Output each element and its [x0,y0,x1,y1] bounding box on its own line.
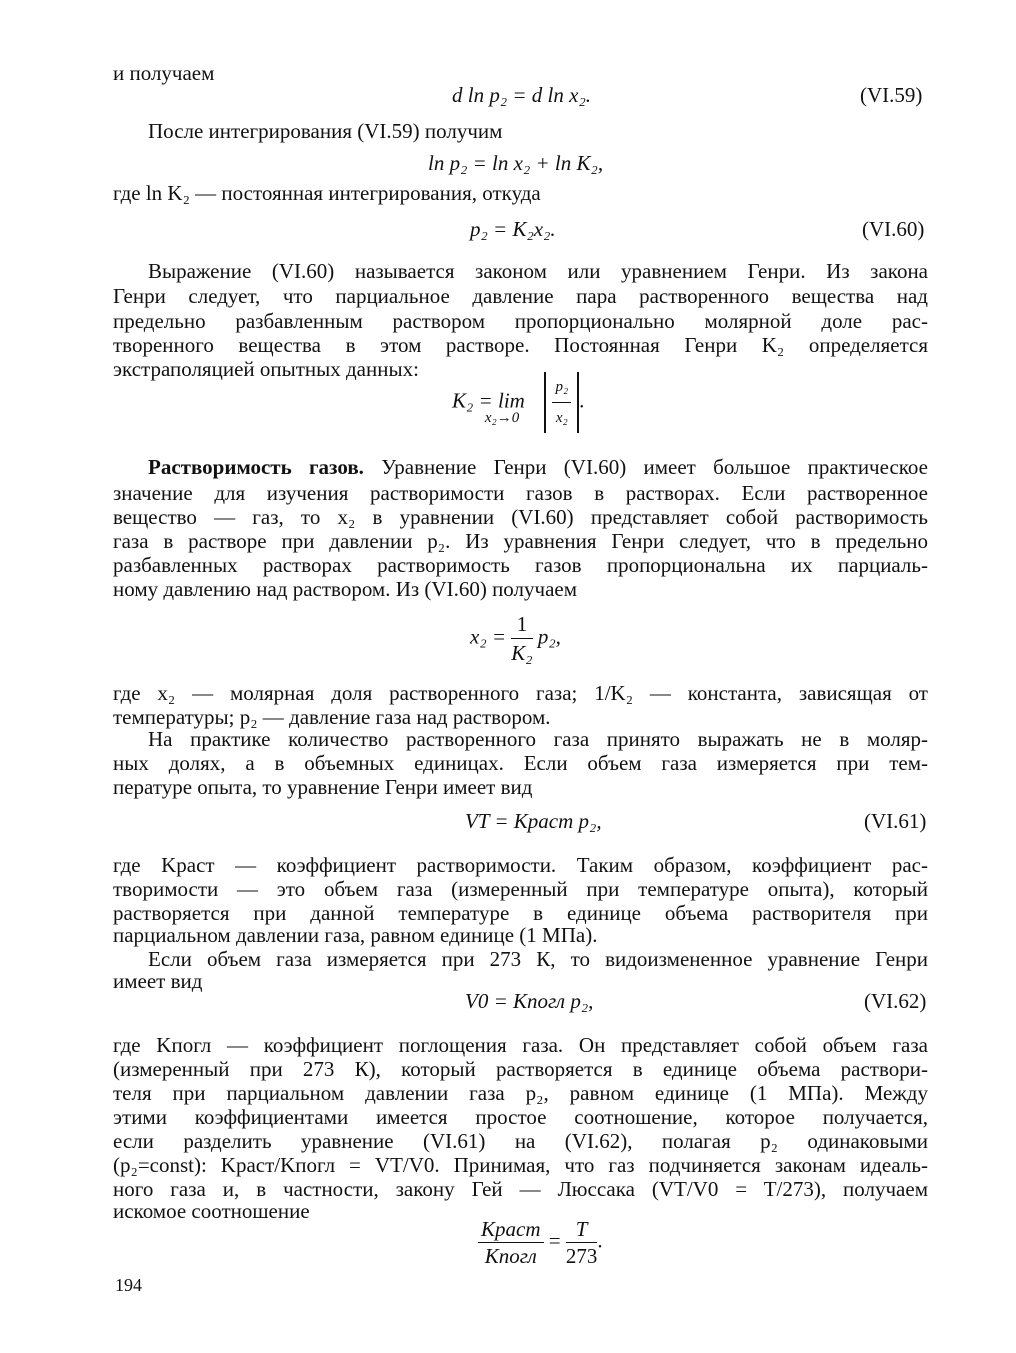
equation-limit [452,372,584,433]
equation-vi61: VT = Kраст p₂, [465,809,602,833]
text-line: ных долях, а в объемных единицах. Если объем газа измеряется при тем- [113,751,928,775]
section-heading: Растворимость газов. [148,455,364,479]
equation-final-ratio [478,1216,603,1269]
equation-label-vi60: (VI.60) [862,217,925,241]
equation-vi59: d ln p₂ = d ln x₂. [452,83,592,107]
text-line: вещество — газ, то x₂ в уравнении (VI.60) представляет собой растворимость [113,505,928,529]
equation-integrated: ln p₂ = ln x₂ + ln K₂, [428,151,604,175]
text-line: пературе опыта, то уравнение Генри имеет вид [113,775,533,799]
text-line: творенного вещества в этом растворе. Постоянная Генри K₂ определяется [113,333,928,357]
text-line: если разделить уравнение (VI.61) на (VI.62), полагая p₂ одинаковыми [113,1129,928,1153]
text-line [148,454,928,480]
text-line: После интегрирования (VI.59) получим [148,119,503,143]
text-line: ного газа и, в частности, закону Гей — Люссака (VT/V0 = T/273), получаем [113,1177,928,1201]
text-line: где Kпогл — коэффициент поглощения газа. Он представляет собой объем газа [113,1033,928,1057]
text-line: искомое соотношение [113,1199,310,1223]
text-line: теля при парциальном давлении газа p₂, равном единице (1 МПа). Между [113,1081,928,1105]
limit-period: . [579,388,585,413]
text-line: где x₂ — молярная доля растворенного газа; 1/K₂ — константа, зависящая от [113,681,928,705]
limit-subscript: x₂→0 [484,409,520,426]
text-line: температуры; p₂ — давление газа над раствором. [113,705,551,729]
final-equals: = [548,1228,561,1253]
solubility-denominator: K₂ [511,641,533,665]
limit-denominator: x₂ [555,410,568,426]
text-line: экстраполяцией опытных данных: [113,357,419,381]
absolute-value-bars [544,372,579,433]
text-line: ному давлению над раствором. Из (VI.60) получаем [113,577,577,601]
equation-label-vi62: (VI.62) [864,989,927,1013]
text-line: газа в растворе при давлении p₂. Из уравнения Генри следует, что в предельно [113,529,928,553]
equation-label-vi59: (VI.59) [860,83,923,107]
solubility-numerator: 1 [511,610,532,639]
text-line: предельно разбавленным раствором пропорционально молярной доле рас- [113,309,928,333]
final-denominator-right: 273 [565,1244,598,1268]
text-line: На практике количество растворенного газа принято выражать не в моляр- [148,727,928,751]
text-line: (измеренный при 273 К), который растворяется в единице объема раствори- [113,1057,928,1081]
text-line: растворяется при данной температуре в единице объема растворителя при [113,901,928,925]
equation-vi60: p₂ = K₂x₂. [470,217,556,241]
solubility-rhs: p₂, [537,624,561,649]
final-numerator-right: T [566,1216,598,1243]
equation-solubility [470,610,561,667]
text-line: Выражение (VI.60) называется законом или уравнением Генри. Из закона [148,259,928,283]
equation-vi62: V0 = Kпогл p₂, [465,989,594,1013]
text-line: этими коэффициентами имеется простое соотношение, которое получается, [113,1105,928,1129]
solubility-lhs: x₂ = [470,624,507,649]
page-number: 194 [115,1275,142,1295]
text-line: парциальном давлении газа, равном единице (1 МПа). [113,923,598,947]
limit-numerator: p₂ [552,372,571,403]
text-line: и получаем [113,61,215,85]
text-line: Если объем газа измеряется при 273 К, то видоизмененное уравнение Генри [148,947,928,971]
final-denominator-left: Kпогл [484,1244,537,1268]
text-line: творимости — это объем газа (измеренный при температуре опыта), который [113,877,928,901]
text-line: разбавленных растворах растворимость газов пропорциональна их парциаль- [113,553,928,577]
final-numerator-left: Kраст [478,1216,544,1243]
text-line: где ln K₂ — постоянная интегрирования, откуда [113,181,541,205]
text-line: Генри следует, что парциальное давление пара растворенного вещества над [113,284,928,308]
equation-label-vi61: (VI.61) [864,809,927,833]
text-line: (p₂=const): Kраст/Kпогл = VT/V0. Принимая, что газ подчиняется законам идеаль- [113,1153,928,1177]
text-line: значение для изучения растворимости газов в растворах. Если растворенное [113,481,928,505]
text-line: где Kраст — коэффициент растворимости. Таким образом, коэффициент рас- [113,853,928,877]
text-line: имеет вид [113,969,203,993]
text-run: Уравнение Генри (VI.60) имеет большое практическое [363,455,928,479]
limit-lhs: K₂ = lim [452,388,525,413]
final-period: . [597,1228,603,1253]
